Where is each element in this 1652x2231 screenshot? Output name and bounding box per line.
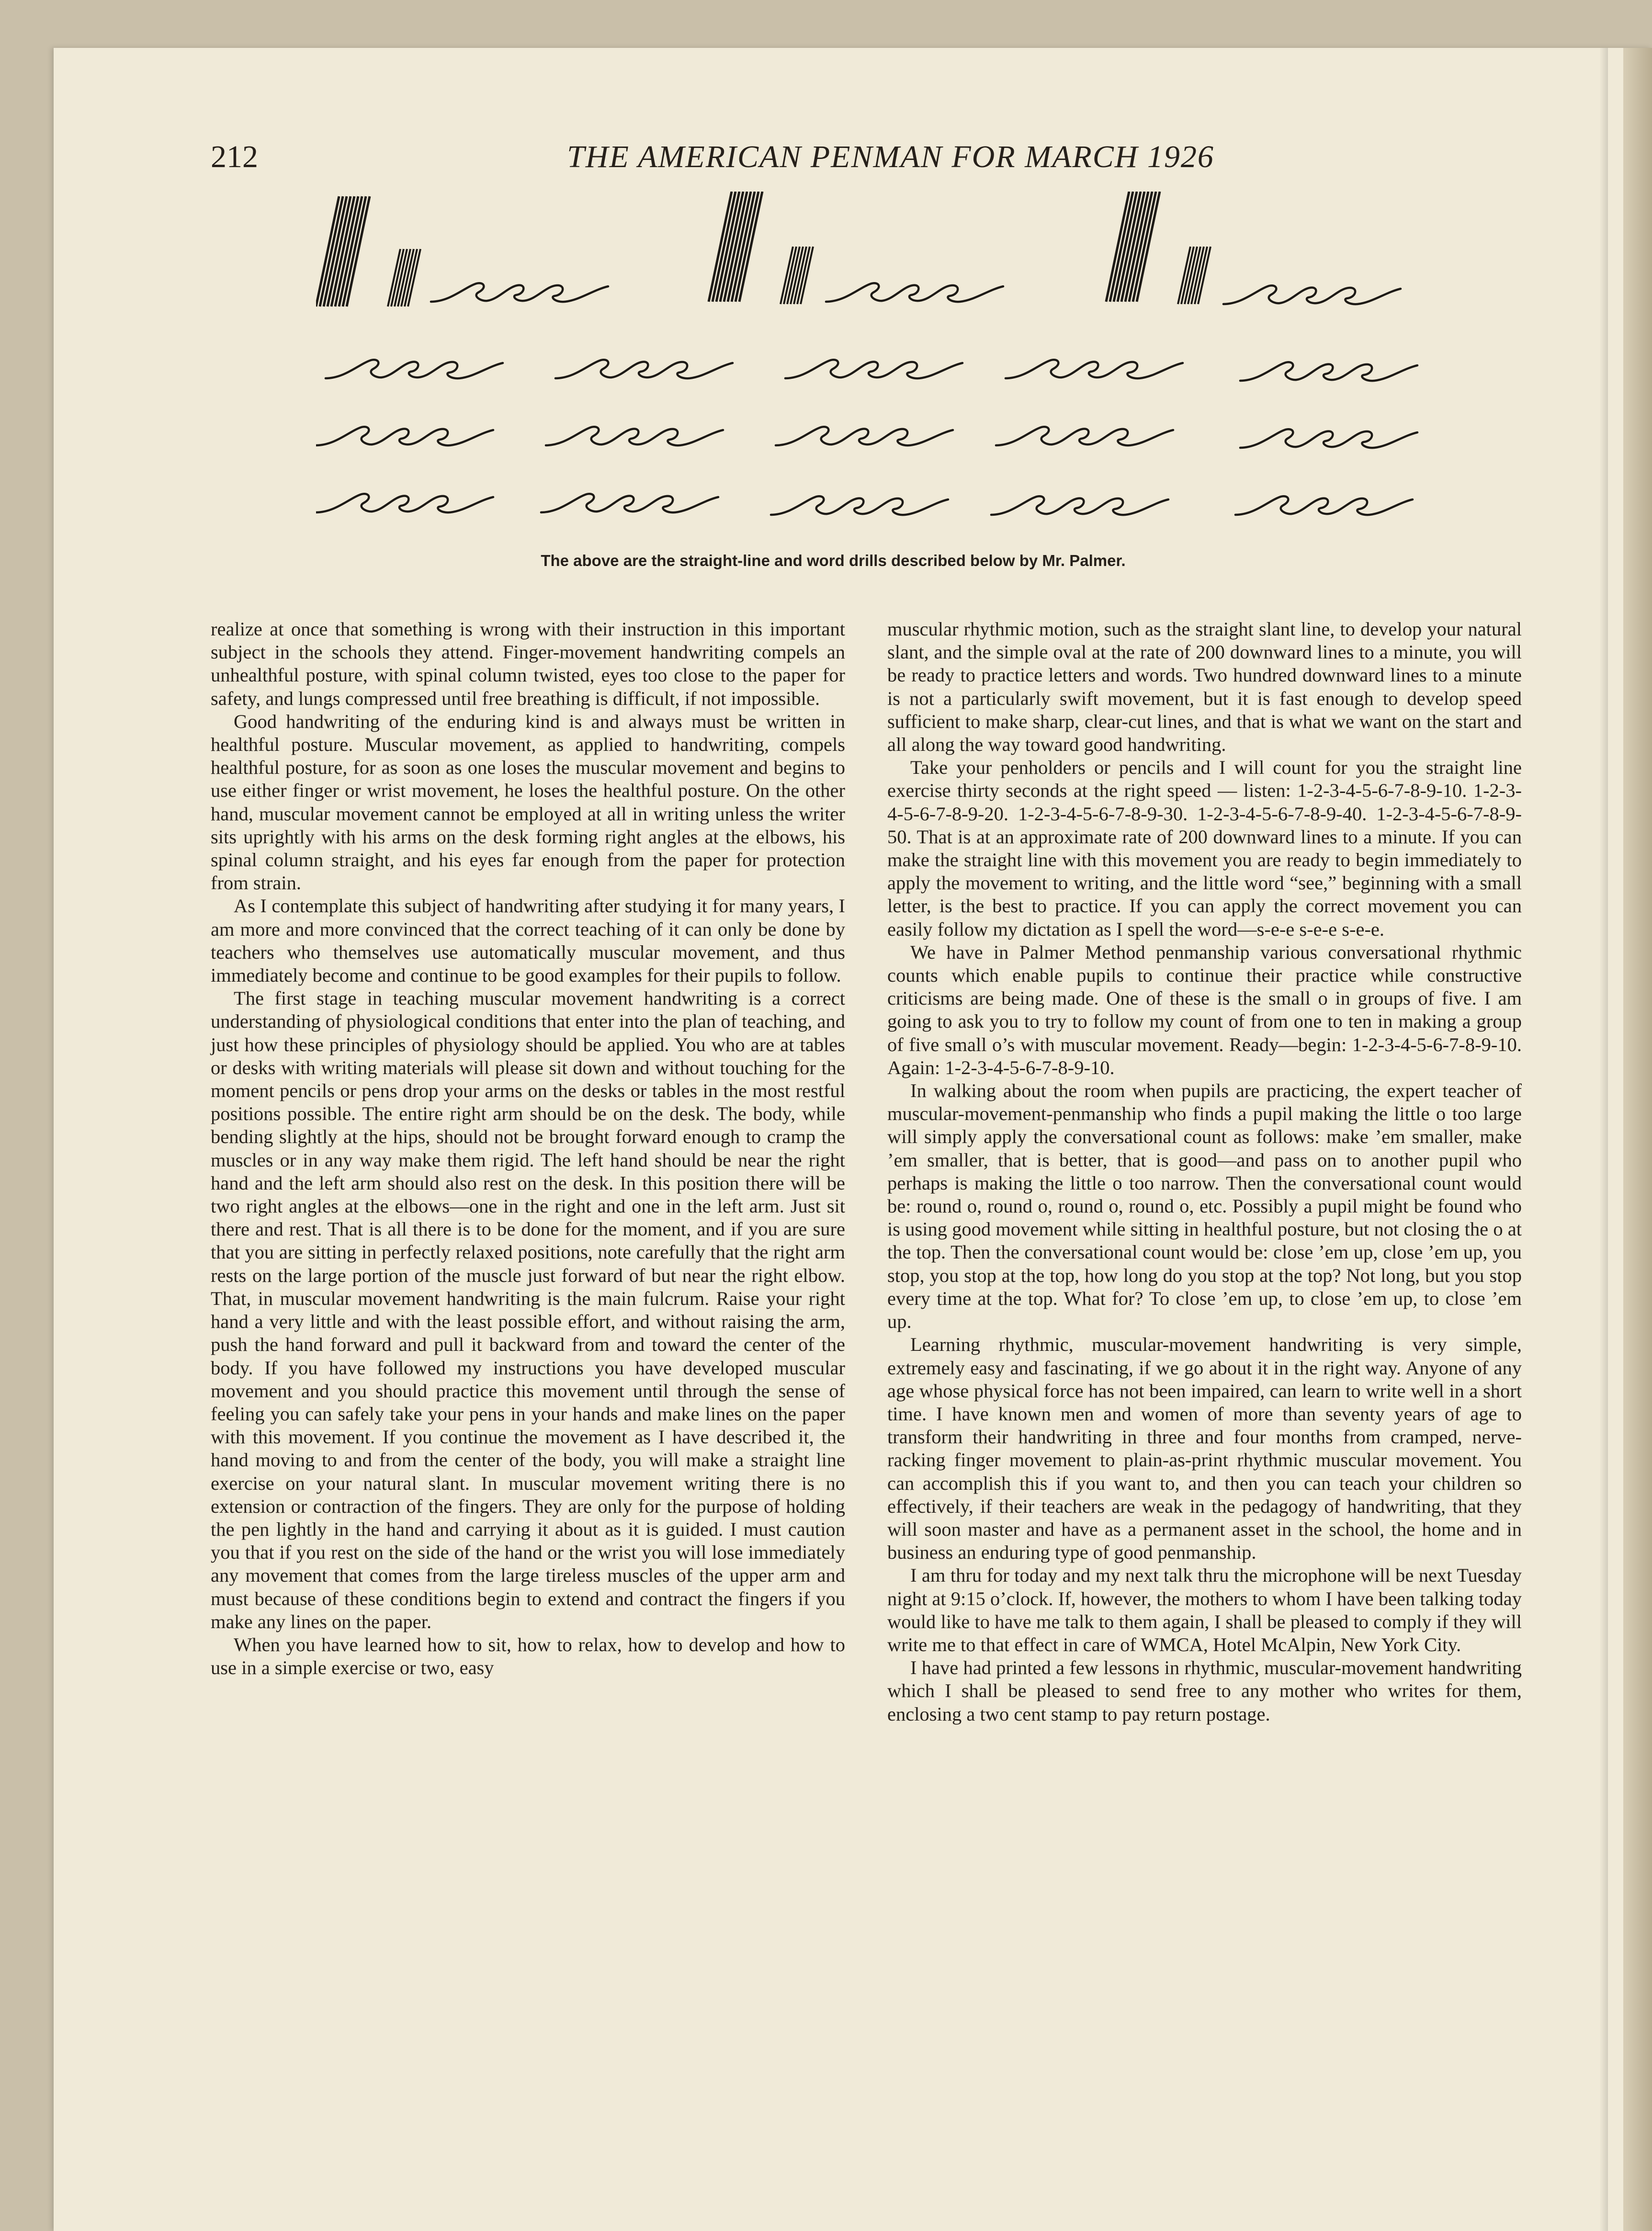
drill-row-2 (326, 360, 1417, 381)
paragraph: Take your penholders or pencils and I will count for you the straight line exercise thirty seconds at the right speed — listen: 1-2-3-4-5-6-7-8-9-10. 1-2-3-4-5-6-7-8-9-20. 1-2-3-4-5-6-7-8-9-30. 1-2-3-4-5-6-7-8-9-40. 1-2-3-4-5-6-7-8-9-50. That is at an approximate rate of 200 downward lines to a minute. If you can make the straight line with this movement you are ready to begin immediately to apply the movement to writing, and the little word “see,” beginning with a small letter, is the best to practice. If you can apply the correct movement you can easily follow my dictation as I spell the word—s-e-e s-e-e s-e-e. (887, 757, 1522, 940)
drill-row-1 (316, 192, 1401, 306)
next-page-edge (1623, 48, 1652, 2231)
right-column (887, 618, 1522, 1726)
paragraph: We have in Palmer Method penmanship various conversational rhythmic counts which enable pupils to continue their practice while constructive criticisms are being made. One of these is the small o in groups of five. I am going to ask you to try to follow my count of from one to ten in making a group of five small o’s with muscular movement. Ready—begin: 1-2-3-4-5-6-7-8-9-10. Again: 1-2-3-4-5-6-7-8-9-10. (887, 941, 1522, 1078)
drill-row-3 (316, 427, 1417, 448)
handwriting-drill-illustration (316, 192, 1446, 546)
page-number: 212 (211, 139, 258, 174)
running-title: THE AMERICAN PENMAN FOR MARCH 1926 (567, 139, 1214, 174)
left-column (211, 618, 845, 1679)
drill-row-4 (316, 494, 1413, 515)
paragraph: When you have learned how to sit, how to relax, how to develop and how to use in a simple exercise or two, easy (211, 1633, 845, 1679)
paragraph: muscular rhythmic motion, such as the straight slant line, to develop your natural slant, and the simple oval at the rate of 200 downward lines to a minute, you will be ready to practice letters and words. Two hundred downward lines to a minute is not a particularly swift movement, but it is fast enough to develop speed sufficient to make sharp, clear-cut lines, and that is what we want on the start and all along the way toward good handwriting. (887, 618, 1522, 756)
paragraph: Learning rhythmic, muscular-movement handwriting is very simple, extremely easy and fascinating, if we go about it in the right way. Anyone of any age whose physical force has not been impaired, can learn to write well in a short time. I have known men and women of more than seventy years of age to transform their handwriting in three and four months from cramped, nerve-racking finger movement to plain-as-print rhythmic muscular movement. You can accomplish this if you want to, and then you can teach your children so effectively, if their teachers are weak in the pedagogy of handwriting, that they will soon master and have as a permanent asset in the school, the home and in business an enduring type of good penmanship. (887, 1334, 1522, 1563)
page-gutter-shadow (1599, 48, 1608, 2231)
illustration-caption: The above are the straight-line and word drills described below by Mr. Palmer. (541, 552, 1126, 569)
paragraph: I have had printed a few lessons in rhythmic, muscular-movement handwriting which I shall be pleased to send free to any mother who writes for them, enclosing a two cent stamp to pay return postage. (887, 1657, 1522, 1725)
paragraph: As I contemplate this subject of handwriting after studying it for many years, I am more and more convinced that the correct teaching of it can only be done by teachers who themselves use automatically muscular movement, and thus immediately become and continue to be good examples for their pupils to follow. (211, 895, 845, 986)
page-header (211, 139, 1456, 182)
paragraph: Good handwriting of the enduring kind is and always must be written in healthful posture. Muscular movement, as applied to handwriting, compels healthful posture, for as soon as one loses the muscular movement and begins to use either finger or wrist movement, he loses the healthful posture. On the other hand, muscular movement cannot be employed at all in writing unless the writer sits uprightly with his arms on the desk forming right angles at the elbows, his spinal column straight, and his eyes far enough from the paper for protection from strain. (211, 710, 845, 894)
paragraph: realize at once that something is wrong with their instruction in this important subject in the schools they attend. Finger-movement handwriting compels an unhealthful posture, with spinal column twisted, eyes too close to the paper for safety, and lungs compressed until free breathing is difficult, if not impossible. (211, 618, 845, 709)
paragraph: I am thru for today and my next talk thru the microphone will be next Tuesday night at 9:15 o’clock. If, however, the mothers to whom I have been talking today would like to have me talk to them again, I shall be pleased to comply if they will write me to that effect in care of WMCA, Hotel McAlpin, New York City. (887, 1564, 1522, 1655)
paragraph: The first stage in teaching muscular movement handwriting is a correct understanding of physiological conditions that enter into the plan of teaching, and just how these principles of physiology should be applied. You who are at tables or desks with writing materials will please sit down and without touching for the moment pencils or pens drop your arms on the desks or tables in the most restful positions possible. The entire right arm should be on the desk. The body, while bending slightly at the hips, should not be brought forward enough to cramp the muscles or in any way make them rigid. The left hand should be near the right hand and the left arm should also rest on the desk. In this position there will be two right angles at the elbows—one in the right and one in the left arm. Just sit there and rest. That is all there is to be done for the moment, and if you are sure that you are sitting in perfectly relaxed positions, note carefully that the right arm rests on the large portion of the muscle just forward of but near the right elbow. That, in muscular movement handwriting is the main fulcrum. Raise your right hand a very little and with the least possible effort, and without raising the arm, push the hand forward and pull it backward from and toward the center of the body. If you have followed my instructions you have developed muscular movement and you should practice this movement until through the sense of feeling you can safely take your pens in your hands and make lines on the paper with this movement. If you continue the movement as I have described it, the hand moving to and from the center of the body, you will make a straight line exercise on your natural slant. In muscular movement writing there is no extension or contraction of the fingers. They are only for the purpose of holding the pen lightly in the hand and carrying it about as it is guided. I must caution you that if you rest on the side of the hand or the wrist you will lose immediately any movement that comes from the large tireless muscles of the upper arm and must because of these conditions begin to extend and contract the fingers if you make any lines on the paper. (211, 987, 845, 1632)
paragraph: In walking about the room when pupils are practicing, the expert teacher of muscular-movement-penmanship who finds a pupil making the little o too large will simply apply the conversational count as follows: make ’em smaller, make ’em smaller, that is better, that is good—and pass on to another pupil who perhaps is making the little o too narrow. Then the conversational count would be: round o, round o, round o, round o, etc. Possibly a pupil might be found who is using good movement while sitting in healthful posture, but not closing the o at the top. Then the conversational count would be: close ’em up, close ’em up, you stop, you stop at the top, how long do you stop at the top? Not long, but you stop every time at the top. What for? To close ’em up, to close ’em up, to close ’em up. (887, 1080, 1522, 1333)
